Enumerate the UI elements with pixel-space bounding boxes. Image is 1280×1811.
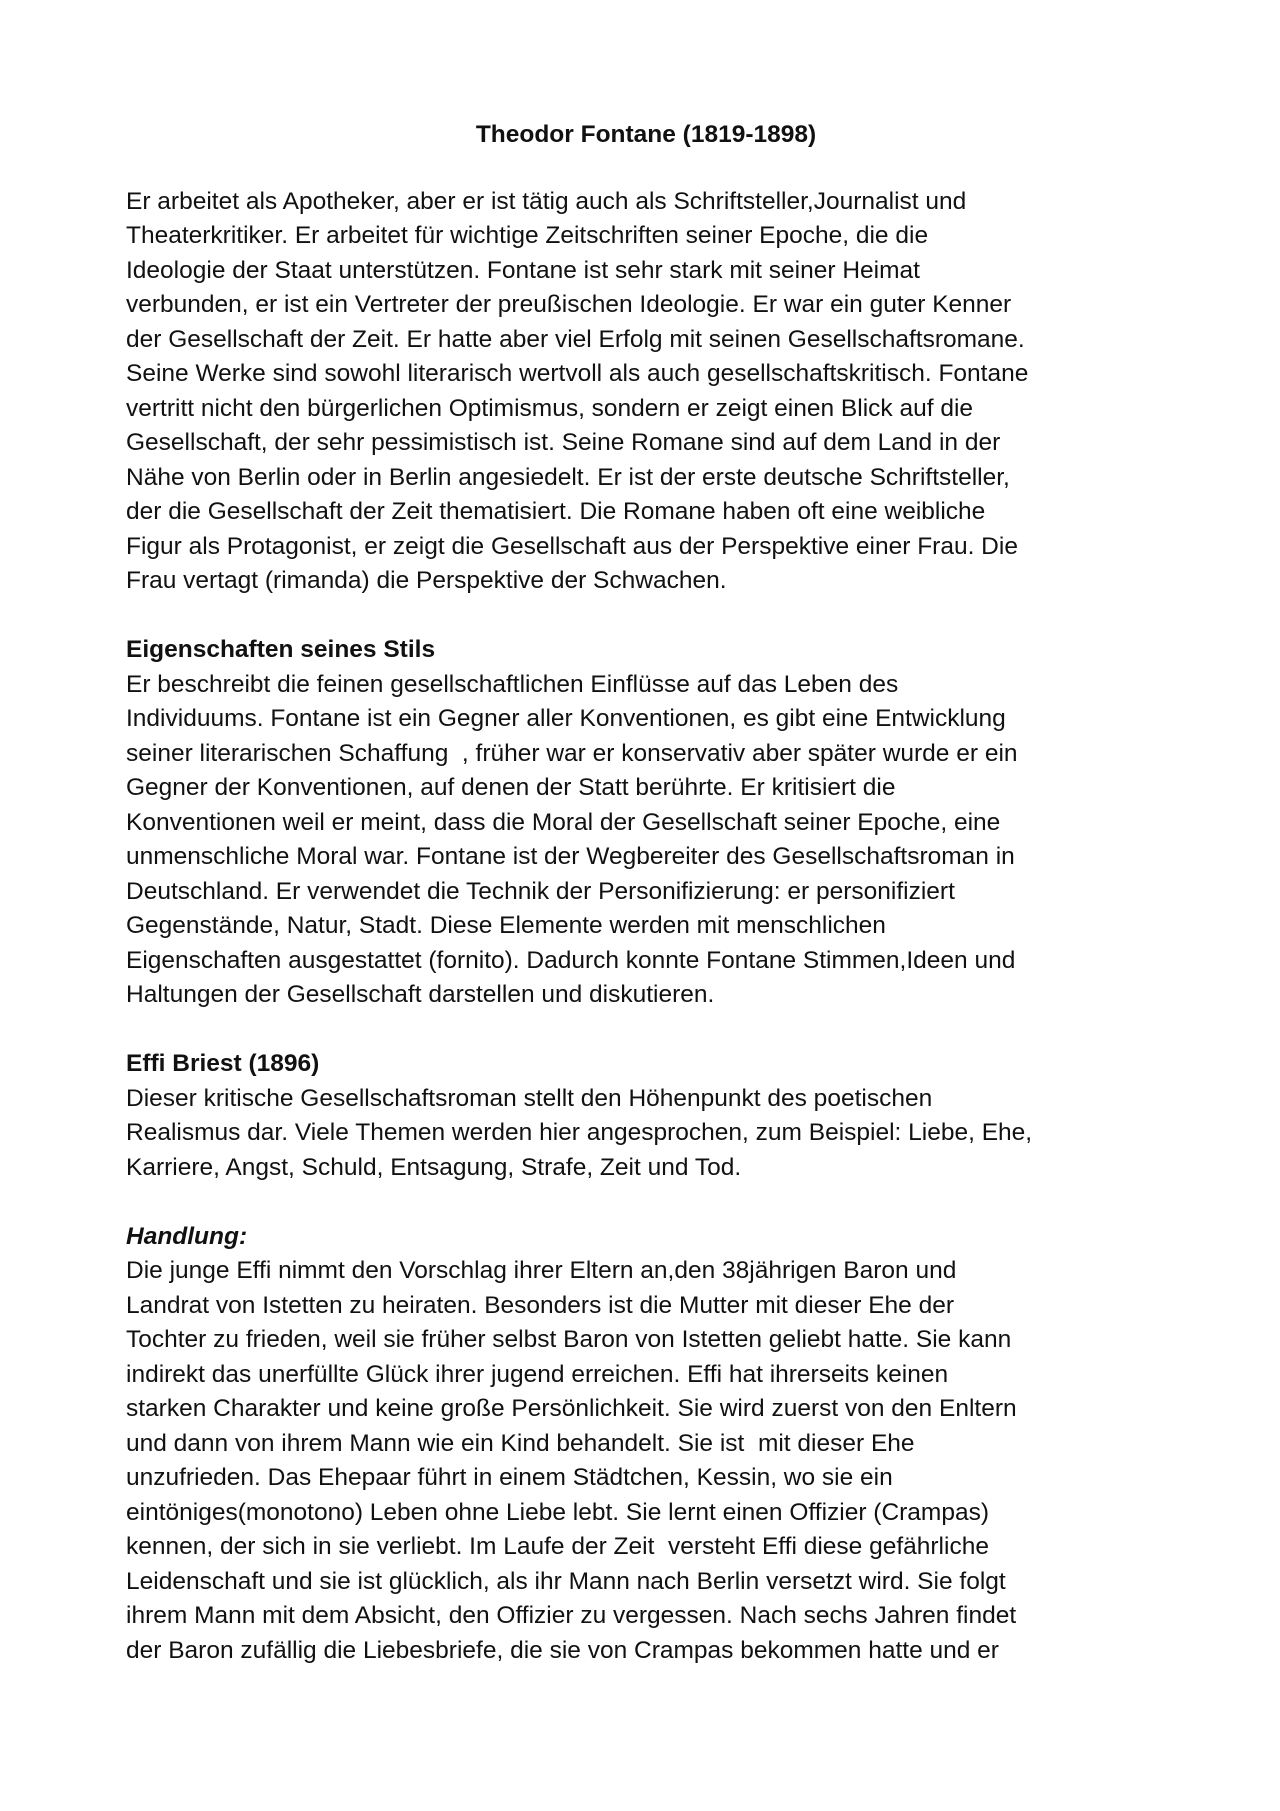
text-line: Deutschland. Er verwendet die Technik der Personifizierung: er personifiziert xyxy=(126,877,955,905)
text-line: Karriere, Angst, Schuld, Entsagung, Strafe, Zeit und Tod. xyxy=(126,1153,742,1181)
text-line: Eigenschaften ausgestattet (fornito). Dadurch konnte Fontane Stimmen,Ideen und xyxy=(126,946,1016,974)
section-heading-handlung: Handlung: xyxy=(126,1222,248,1250)
text-line: Frau vertagt (rimanda) die Perspektive der Schwachen. xyxy=(126,567,727,594)
text-line: unzufrieden. Das Ehepaar führt in einem Städtchen, Kessin, wo sie ein xyxy=(126,1464,893,1491)
text-line: der die Gesellschaft der Zeit thematisiert. Die Romane haben oft eine weibliche xyxy=(126,498,986,525)
text-line: Konventionen weil er meint, dass die Moral der Gesellschaft seiner Epoche, eine xyxy=(126,808,1001,836)
text-line: der Baron zufällig die Liebesbriefe, die sie von Crampas bekommen hatte und er xyxy=(126,1636,999,1664)
text-line: Er beschreibt die feinen gesellschaftlichen Einflüsse auf das Leben des xyxy=(126,670,899,698)
document-page xyxy=(126,118,1166,1668)
text-line: Die junge Effi nimmt den Vorschlag ihrer Eltern an,den 38jährigen Baron und xyxy=(126,1257,957,1284)
plot-section xyxy=(126,1220,1166,1669)
text-line: Theaterkritiker. Er arbeitet für wichtige Zeitschriften seiner Epoche, die die xyxy=(126,222,929,249)
text-line: Realismus dar. Viele Themen werden hier angesprochen, zum Beispiel: Liebe, Ehe, xyxy=(126,1119,1033,1146)
text-line: Er arbeitet als Apotheker, aber er ist tätig auch als Schriftsteller,Journalist und xyxy=(126,187,967,215)
text-line: der Gesellschaft der Zeit. Er hatte aber viel Erfolg mit seinen Gesellschaftsromane. xyxy=(126,325,1025,353)
section-heading-style: Eigenschaften seines Stils xyxy=(126,636,436,663)
text-line: Leidenschaft und sie ist glücklich, als ihr Mann nach Berlin versetzt wird. Sie folgt xyxy=(126,1567,1006,1595)
text-line: und dann von ihrem Mann wie ein Kind behandelt. Sie ist mit dieser Ehe xyxy=(126,1429,915,1457)
text-line: starken Charakter und keine große Persönlichkeit. Sie wird zuerst von den Enltern xyxy=(126,1395,1017,1422)
text-line: Tochter zu frieden, weil sie früher selbst Baron von Istetten geliebt hatte. Sie kann xyxy=(126,1326,1012,1353)
text-line: kennen, der sich in sie verliebt. Im Laufe der Zeit versteht Effi diese gefährliche xyxy=(126,1533,989,1560)
text-line: Figur als Protagonist, er zeigt die Gesellschaft aus der Perspektive einer Frau. Die xyxy=(126,532,1018,560)
text-line: Seine Werke sind sowohl literarisch wertvoll als auch gesellschaftskritisch. Fontane xyxy=(126,360,1029,387)
text-line: Nähe von Berlin oder in Berlin angesiedelt. Er ist der erste deutsche Schriftsteller, xyxy=(126,463,1010,491)
text-line: Haltungen der Gesellschaft darstellen und diskutieren. xyxy=(126,981,715,1008)
text-line: vertritt nicht den bürgerlichen Optimismus, sondern er zeigt einen Blick auf die xyxy=(126,394,974,422)
text-line: seiner literarischen Schaffung , früher war er konservativ aber später wurde er ein xyxy=(126,739,1018,767)
text-line: ihrem Mann mit dem Absicht, den Offizier zu vergessen. Nach sechs Jahren findet xyxy=(126,1602,1017,1629)
text-line: unmenschliche Moral war. Fontane ist der Wegbereiter des Gesellschaftsroman in xyxy=(126,843,1015,870)
text-line: eintöniges(monotono) Leben ohne Liebe lebt. Sie lernt einen Offizier (Crampas) xyxy=(126,1498,990,1526)
intro-paragraph xyxy=(126,185,1166,599)
text-line: indirekt das unerfüllte Glück ihrer jugend erreichen. Effi hat ihrerseits keinen xyxy=(126,1360,949,1388)
text-line: Landrat von Istetten zu heiraten. Besonders ist die Mutter mit dieser Ehe der xyxy=(126,1291,954,1319)
effi-briest-section xyxy=(126,1047,1166,1185)
section-heading-effi-briest: Effi Briest (1896) xyxy=(126,1050,320,1077)
text-line: Gegenstände, Natur, Stadt. Diese Elemente werden mit menschlichen xyxy=(126,912,886,939)
document-title: Theodor Fontane (1819-1898) xyxy=(475,121,817,148)
text-line: Gesellschaft, der sehr pessimistisch ist. Seine Romane sind auf dem Land in der xyxy=(126,429,1001,456)
text-line: Individuums. Fontane ist ein Gegner aller Konventionen, es gibt eine Entwicklung xyxy=(126,705,1006,732)
text-line: Ideologie der Staat unterstützen. Fontane ist sehr stark mit seiner Heimat xyxy=(126,256,920,284)
text-line: Dieser kritische Gesellschaftsroman stellt den Höhenpunkt des poetischen xyxy=(126,1084,933,1112)
text-line: Gegner der Konventionen, auf denen der Statt berührte. Er kritisiert die xyxy=(126,774,896,801)
text-line: verbunden, er ist ein Vertreter der preußischen Ideologie. Er war ein guter Kenner xyxy=(126,291,1012,318)
style-section xyxy=(126,633,1166,1013)
